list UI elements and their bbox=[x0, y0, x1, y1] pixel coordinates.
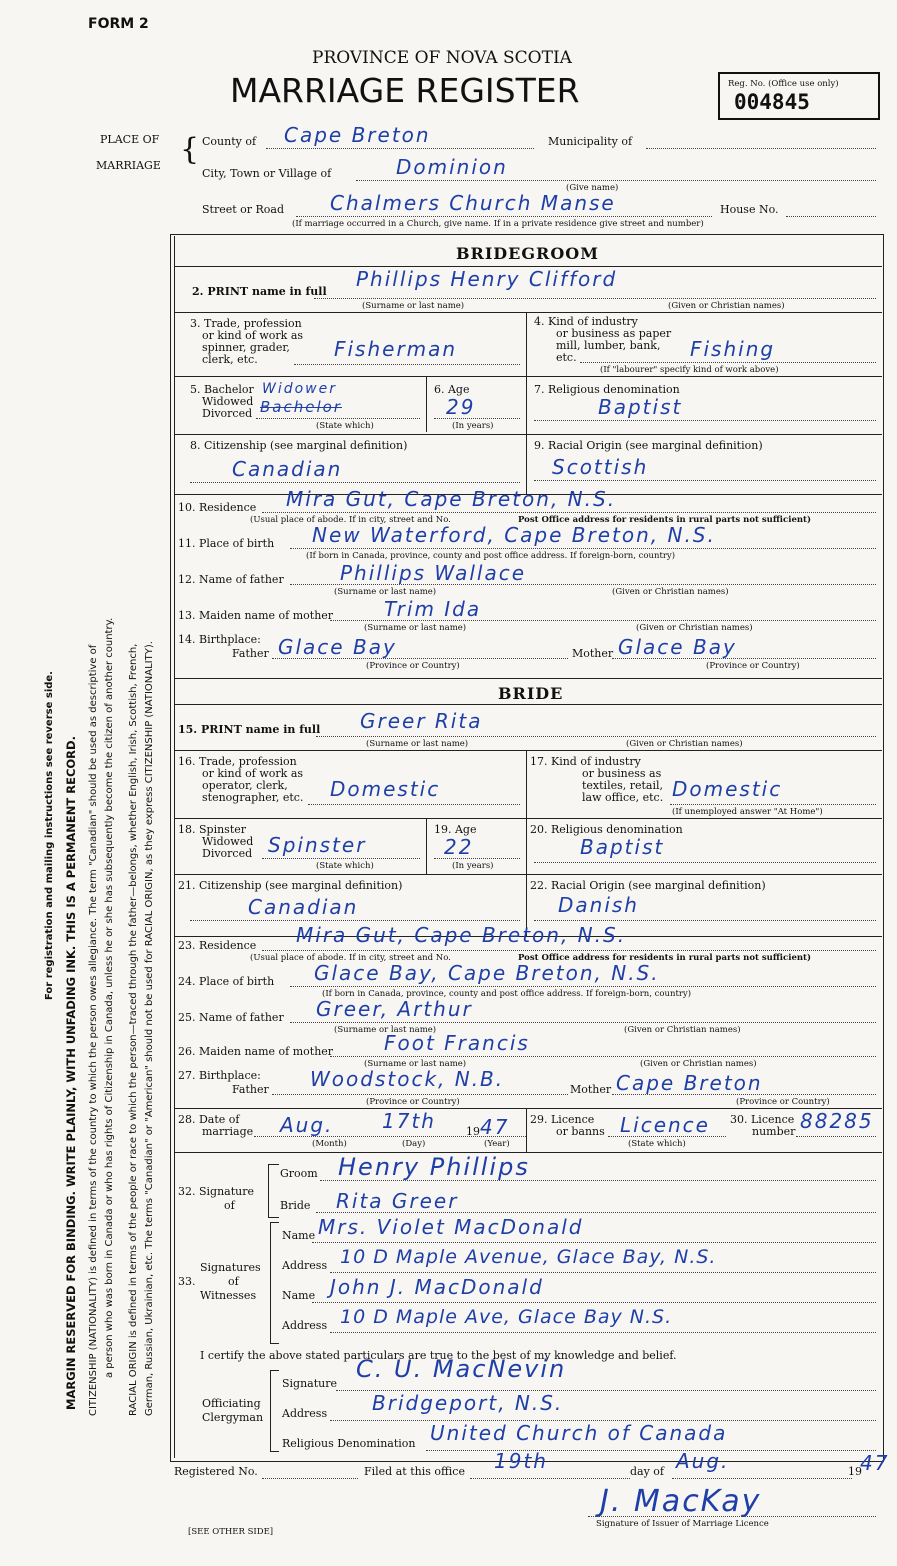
groom-mother-birthplace[interactable]: Glace Bay bbox=[618, 635, 737, 659]
witness1-address[interactable]: 10 D Maple Avenue, Glace Bay, N.S. bbox=[340, 1246, 717, 1268]
given-note-2: (Given or Christian names) bbox=[612, 587, 729, 597]
surname-note-6: (Surname or last name) bbox=[364, 1059, 467, 1069]
f21-label: 21. Citizenship (see marginal definition) bbox=[178, 879, 403, 892]
given-note-1: (Given or Christian names) bbox=[668, 301, 785, 311]
divider bbox=[174, 434, 882, 435]
groom-status-struck: Bachelor bbox=[260, 398, 342, 416]
province-note-2: (Province or Country) bbox=[706, 661, 800, 671]
marriage-year[interactable]: 47 bbox=[480, 1115, 510, 1139]
state-which-3: (State which) bbox=[628, 1139, 686, 1149]
f16-line bbox=[308, 804, 520, 805]
w1-name-line bbox=[312, 1242, 876, 1243]
f3-label-1: 3. Trade, profession bbox=[190, 317, 302, 330]
f33-label-3: Witnesses bbox=[200, 1289, 257, 1302]
month-note: (Month) bbox=[312, 1139, 347, 1149]
place-label-2: MARRIAGE bbox=[96, 159, 161, 172]
f9-label: 9. Racial Origin (see marginal definition) bbox=[534, 439, 763, 452]
given-note-5: (Given or Christian names) bbox=[624, 1025, 741, 1035]
officiating-label-2: Clergyman bbox=[202, 1411, 264, 1424]
f15-line bbox=[316, 736, 876, 737]
f29-label-2: or banns bbox=[556, 1125, 605, 1138]
divider bbox=[526, 1108, 527, 1152]
divider bbox=[526, 376, 527, 494]
f20-label: 20. Religious denomination bbox=[530, 823, 683, 836]
groom-trade[interactable]: Fisherman bbox=[334, 337, 458, 361]
day-of-label: day of bbox=[630, 1465, 665, 1478]
f33-label-1: Signatures bbox=[200, 1261, 261, 1274]
surname-note-5: (Surname or last name) bbox=[334, 1025, 437, 1035]
given-note-3: (Given or Christian names) bbox=[636, 623, 753, 633]
f16-label-2: or kind of work as bbox=[202, 767, 304, 780]
bride-heading: BRIDE bbox=[498, 684, 564, 703]
f26-label: 26. Maiden name of mother bbox=[178, 1045, 334, 1058]
bride-racial-origin[interactable]: Danish bbox=[558, 893, 639, 917]
f18-label-1: 18. Spinster bbox=[178, 823, 247, 836]
bride-residence[interactable]: Mira Gut, Cape Breton, N.S. bbox=[296, 923, 627, 947]
f33-label-2: of bbox=[228, 1275, 239, 1288]
clergy-signature[interactable]: C. U. MacNevin bbox=[356, 1355, 567, 1383]
licence-number[interactable]: 88285 bbox=[800, 1109, 874, 1133]
street-note: (If marriage occurred in a Church, give name. If in a private residence give street and number) bbox=[292, 219, 704, 229]
groom-industry[interactable]: Fishing bbox=[690, 337, 776, 361]
w2-address-line bbox=[330, 1332, 876, 1333]
groom-mother[interactable]: Trim Ida bbox=[384, 597, 482, 621]
groom-name[interactable]: Phillips Henry Clifford bbox=[356, 267, 618, 291]
bride-label: Bride bbox=[280, 1199, 311, 1212]
f5-label-2: Widowed bbox=[202, 395, 254, 408]
give-name-note: (Give name) bbox=[566, 183, 619, 193]
f6-line bbox=[434, 418, 520, 419]
registered-line bbox=[262, 1478, 358, 1479]
f14-label: 14. Birthplace: bbox=[178, 633, 261, 646]
groom-status[interactable]: Widower bbox=[262, 381, 338, 397]
residence-note-1b: Post Office address for residents in rural parts not sufficient) bbox=[518, 515, 811, 525]
groom-label: Groom bbox=[280, 1167, 318, 1180]
given-note-6: (Given or Christian names) bbox=[640, 1059, 757, 1069]
f27-label: 27. Birthplace: bbox=[178, 1069, 261, 1082]
divider bbox=[526, 818, 527, 936]
groom-father-birthplace[interactable]: Glace Bay bbox=[278, 635, 397, 659]
f4-label-1: 4. Kind of industry bbox=[534, 315, 638, 328]
issuer-label: Signature of Issuer of Marriage Licence bbox=[596, 1519, 769, 1529]
w1-address-line bbox=[330, 1272, 876, 1273]
f3-label-2: or kind of work as bbox=[202, 329, 304, 342]
f17-label-4: law office, etc. bbox=[582, 791, 664, 804]
divider bbox=[174, 1108, 882, 1109]
state-which-2: (State which) bbox=[316, 861, 374, 871]
f11-line bbox=[290, 548, 876, 549]
bride-father-birthplace[interactable]: Woodstock, N.B. bbox=[310, 1067, 505, 1091]
f26-line bbox=[330, 1056, 876, 1057]
f30-label-1: 30. Licence bbox=[730, 1113, 795, 1126]
bridegroom-heading: BRIDEGROOM bbox=[456, 244, 599, 263]
divider bbox=[526, 312, 527, 376]
divider bbox=[174, 312, 882, 313]
bride-age[interactable]: 22 bbox=[444, 835, 474, 859]
f22-label: 22. Racial Origin (see marginal definition) bbox=[530, 879, 766, 892]
f14-father-word: Father bbox=[232, 647, 269, 660]
f16-label-3: operator, clerk, bbox=[202, 779, 288, 792]
f16-label-1: 16. Trade, profession bbox=[178, 755, 297, 768]
residence-note-1: (Usual place of abode. If in city, street and No. bbox=[250, 515, 451, 525]
f27-father-word: Father bbox=[232, 1083, 269, 1096]
reg-label: Reg. No. (Office use only) bbox=[728, 79, 839, 89]
f17-label-1: 17. Kind of industry bbox=[530, 755, 641, 768]
registered-label: Registered No. bbox=[174, 1465, 258, 1478]
f3-label-3: spinner, grader, bbox=[202, 341, 290, 354]
city-label: City, Town or Village of bbox=[202, 167, 332, 180]
filed-month-line bbox=[672, 1478, 852, 1479]
f23-label: 23. Residence bbox=[178, 939, 257, 952]
clergy-address[interactable]: Bridgeport, N.S. bbox=[372, 1391, 564, 1415]
filed-day[interactable]: 19th bbox=[494, 1449, 548, 1473]
f6-label: 6. Age bbox=[434, 383, 470, 396]
f18-line bbox=[262, 858, 420, 859]
f17-label-2: or business as bbox=[582, 767, 662, 780]
f24-label: 24. Place of birth bbox=[178, 975, 275, 988]
officiating-label-1: Officiating bbox=[202, 1397, 261, 1410]
residence-note-2b: Post Office address for residents in rural parts not sufficient) bbox=[518, 953, 811, 963]
f4-label-3: mill, lumber, bank, bbox=[556, 339, 661, 352]
marriage-month[interactable]: Aug. bbox=[280, 1113, 334, 1137]
surname-note-4: (Surname or last name) bbox=[366, 739, 469, 749]
f13-label: 13. Maiden name of mother bbox=[178, 609, 334, 622]
f30-line bbox=[796, 1136, 876, 1137]
street-value[interactable]: Chalmers Church Manse bbox=[330, 191, 616, 215]
f16-label-4: stenographer, etc. bbox=[202, 791, 304, 804]
bride-citizenship[interactable]: Canadian bbox=[248, 895, 359, 919]
divider bbox=[174, 376, 882, 377]
issuer-line bbox=[588, 1516, 876, 1517]
f21-line bbox=[190, 920, 520, 921]
house-line bbox=[786, 216, 876, 217]
f15-label-text: 15. PRINT name in full bbox=[178, 723, 321, 736]
province-note-1: (Province or Country) bbox=[366, 661, 460, 671]
see-other-side: [SEE OTHER SIDE] bbox=[188, 1527, 274, 1537]
reg-number-box bbox=[718, 72, 880, 120]
street-label: Street or Road bbox=[202, 203, 285, 216]
divider bbox=[526, 750, 527, 818]
state-which-1: (State which) bbox=[316, 421, 374, 431]
filed-year-prefix: 19 bbox=[848, 1465, 862, 1478]
w2-name-label: Name bbox=[282, 1289, 316, 1302]
divider bbox=[174, 678, 882, 679]
f19-label: 19. Age bbox=[434, 823, 477, 836]
side-text-2: MARGIN RESERVED FOR BINDING. WRITE PLAINLY, WITH UNFADING INK. THIS IS A PERMANENT RECORD. bbox=[64, 736, 78, 1410]
year-note: (Year) bbox=[484, 1139, 510, 1149]
f17-line bbox=[670, 804, 876, 805]
groom-age[interactable]: 29 bbox=[446, 395, 476, 419]
filed-day-line bbox=[470, 1478, 630, 1479]
groom-birthplace[interactable]: New Waterford, Cape Breton, N.S. bbox=[312, 523, 716, 547]
bride-father[interactable]: Greer, Arthur bbox=[316, 997, 473, 1021]
clergy-sig-label: Signature bbox=[282, 1377, 338, 1390]
birth-note-1: (If born in Canada, province, county and post office address. If foreign-born, country) bbox=[306, 551, 676, 561]
f27-father-line bbox=[272, 1094, 568, 1095]
municipality-label: Municipality of bbox=[548, 135, 633, 148]
divider bbox=[174, 874, 882, 875]
house-label: House No. bbox=[720, 203, 779, 216]
f9-line bbox=[534, 480, 876, 481]
side-text-3: CITIZENSHIP (NATIONALITY) is defined in terms of the country to which the person owes allegiance. The term "Canadian" should be used as descriptive of bbox=[88, 644, 99, 1416]
witness2-name[interactable]: John J. MacDonald bbox=[330, 1275, 544, 1299]
surname-note-2: (Surname or last name) bbox=[334, 587, 437, 597]
divider bbox=[174, 704, 882, 705]
bride-name[interactable]: Greer Rita bbox=[360, 709, 483, 733]
w1-address-label: Address bbox=[282, 1259, 328, 1272]
f28-label-2: marriage bbox=[202, 1125, 254, 1138]
f10-label: 10. Residence bbox=[178, 501, 257, 514]
f10-line bbox=[262, 512, 876, 513]
f28-label-1: 28. Date of bbox=[178, 1113, 240, 1126]
filed-month[interactable]: Aug. bbox=[676, 1449, 730, 1473]
f7-label: 7. Religious denomination bbox=[534, 383, 680, 396]
bride-industry[interactable]: Domestic bbox=[672, 777, 783, 801]
page-title: MARRIAGE REGISTER bbox=[230, 71, 580, 110]
divider bbox=[426, 818, 427, 874]
f3-line bbox=[294, 364, 520, 365]
bride-status[interactable]: Spinster bbox=[268, 833, 367, 857]
groom-residence[interactable]: Mira Gut, Cape Breton, N.S. bbox=[286, 487, 617, 511]
f22-line bbox=[534, 920, 876, 921]
divider bbox=[174, 818, 882, 819]
birth-note-2: (If born in Canada, province, county and post office address. If foreign-born, country) bbox=[322, 989, 692, 999]
side-text-6: German, Russian, Ukrainian, etc. The terms "Canadian" or "American" should not be used for RACIAL ORIGIN, as they express CITIZENSHIP (NATIONALITY). bbox=[144, 641, 155, 1416]
place-label-1: PLACE OF bbox=[100, 133, 160, 146]
municipality-line bbox=[646, 148, 876, 149]
bride-mother-birthplace[interactable]: Cape Breton bbox=[616, 1071, 763, 1095]
f18-label-3: Divorced bbox=[202, 847, 253, 860]
groom-citizenship[interactable]: Canadian bbox=[232, 457, 343, 481]
filed-label: Filed at this office bbox=[364, 1465, 465, 1478]
place-brace: { bbox=[180, 132, 200, 167]
f4-note: (If "labourer" specify kind of work above) bbox=[600, 365, 779, 375]
f30-label-2: number bbox=[752, 1125, 796, 1138]
certify-statement: I certify the above stated particulars are true to the best of my knowledge and belief. bbox=[200, 1349, 677, 1362]
surname-note-3: (Surname or last name) bbox=[364, 623, 467, 633]
f23-line bbox=[262, 950, 876, 951]
county-label: County of bbox=[202, 135, 257, 148]
f12-label: 12. Name of father bbox=[178, 573, 284, 586]
f2-label bbox=[192, 286, 327, 298]
province-title: PROVINCE OF NOVA SCOTIA bbox=[312, 48, 572, 68]
groom-racial-origin[interactable]: Scottish bbox=[552, 455, 649, 479]
f2-label-text: 2. PRINT name in full bbox=[192, 285, 327, 298]
surname-note-1: (Surname or last name) bbox=[362, 301, 465, 311]
f15-label bbox=[178, 724, 320, 736]
f4-line bbox=[580, 362, 876, 363]
clergy-bracket bbox=[270, 1370, 279, 1452]
f4-label-2: or business as paper bbox=[556, 327, 672, 340]
f29-label-1: 29. Licence bbox=[530, 1113, 595, 1126]
f8-label: 8. Citizenship (see marginal definition) bbox=[190, 439, 408, 452]
w1-name-label: Name bbox=[282, 1229, 316, 1242]
w2-name-line bbox=[312, 1302, 876, 1303]
f19-line bbox=[434, 858, 520, 859]
day-note: (Day) bbox=[402, 1139, 426, 1149]
groom-religion[interactable]: Baptist bbox=[598, 395, 683, 419]
city-line bbox=[356, 180, 876, 181]
bride-birthplace[interactable]: Glace Bay, Cape Breton, N.S. bbox=[314, 961, 660, 985]
marriage-year-prefix: 19 bbox=[466, 1125, 480, 1138]
clergy-relig-label: Religious Denomination bbox=[282, 1437, 416, 1450]
f32-label-1: 32. Signature bbox=[178, 1185, 255, 1198]
divider bbox=[426, 376, 427, 432]
marriage-day[interactable]: 17th bbox=[382, 1109, 436, 1133]
bride-trade[interactable]: Domestic bbox=[330, 777, 441, 801]
groom-father[interactable]: Phillips Wallace bbox=[340, 561, 527, 585]
f17-note: (If unemployed answer "At Home") bbox=[672, 807, 823, 817]
f4-label-4: etc. bbox=[556, 351, 577, 364]
f17-label-3: textiles, retail, bbox=[582, 779, 664, 792]
county-value[interactable]: Cape Breton bbox=[284, 123, 431, 147]
in-years-1: (In years) bbox=[452, 421, 494, 431]
f7-line bbox=[534, 420, 876, 421]
residence-note-2: (Usual place of abode. If in city, street and No. bbox=[250, 953, 451, 963]
groom-signature[interactable]: Henry Phillips bbox=[338, 1153, 530, 1181]
f5-label-1: 5. Bachelor bbox=[190, 383, 254, 396]
side-text-5: RACIAL ORIGIN is defined in terms of the people or race to which the person—traced through the father—belongs, whether English, Irish, Scottish, French, bbox=[128, 643, 139, 1416]
county-line bbox=[266, 148, 534, 149]
f11-label: 11. Place of birth bbox=[178, 537, 275, 550]
f20-line bbox=[534, 862, 876, 863]
side-text-1: For registration and mailing instructions see reverse side. bbox=[44, 671, 55, 1000]
f8-line bbox=[190, 482, 520, 483]
f32-label-2: of bbox=[224, 1199, 235, 1212]
f18-label-2: Widowed bbox=[202, 835, 254, 848]
side-text-4: a person who was born in Canada or who has rights of Citizenship in Canada, unless he or she has subsequently become the citizen of another country. bbox=[104, 617, 115, 1378]
bride-mother[interactable]: Foot Francis bbox=[384, 1031, 530, 1055]
province-note-3: (Province or Country) bbox=[366, 1097, 460, 1107]
witness2-address[interactable]: 10 D Maple Ave, Glace Bay N.S. bbox=[340, 1306, 673, 1328]
bride-signature[interactable]: Rita Greer bbox=[336, 1189, 459, 1213]
filed-year[interactable]: 47 bbox=[860, 1451, 890, 1475]
f5-label-3: Divorced bbox=[202, 407, 253, 420]
w2-address-label: Address bbox=[282, 1319, 328, 1332]
f27-mother-word: Mother bbox=[570, 1083, 612, 1096]
witness1-name[interactable]: Mrs. Violet MacDonald bbox=[318, 1215, 584, 1239]
form-inner-border bbox=[174, 236, 175, 1458]
in-years-2: (In years) bbox=[452, 861, 494, 871]
city-value[interactable]: Dominion bbox=[396, 155, 508, 179]
street-line bbox=[296, 216, 712, 217]
clergy-addr-label: Address bbox=[282, 1407, 328, 1420]
province-note-4: (Province or Country) bbox=[736, 1097, 830, 1107]
licence-type[interactable]: Licence bbox=[620, 1113, 710, 1137]
groom-bride-bracket bbox=[268, 1164, 279, 1218]
form-label: FORM 2 bbox=[88, 16, 149, 32]
f14-mother-word: Mother bbox=[572, 647, 614, 660]
f24-line bbox=[290, 986, 876, 987]
f5-line bbox=[256, 418, 420, 419]
f25-label: 25. Name of father bbox=[178, 1011, 284, 1024]
f3-label-4: clerk, etc. bbox=[202, 353, 258, 366]
f2-line bbox=[314, 298, 876, 299]
witness-bracket bbox=[270, 1222, 279, 1344]
issuer-signature[interactable]: J. MacKay bbox=[600, 1484, 762, 1519]
f25-line bbox=[290, 1022, 876, 1023]
reg-number: 004845 bbox=[734, 90, 810, 114]
f33-num: 33. bbox=[178, 1275, 196, 1288]
divider bbox=[174, 750, 882, 751]
clergy-denomination[interactable]: United Church of Canada bbox=[430, 1421, 728, 1445]
bride-religion[interactable]: Baptist bbox=[580, 835, 665, 859]
given-note-4: (Given or Christian names) bbox=[626, 739, 743, 749]
